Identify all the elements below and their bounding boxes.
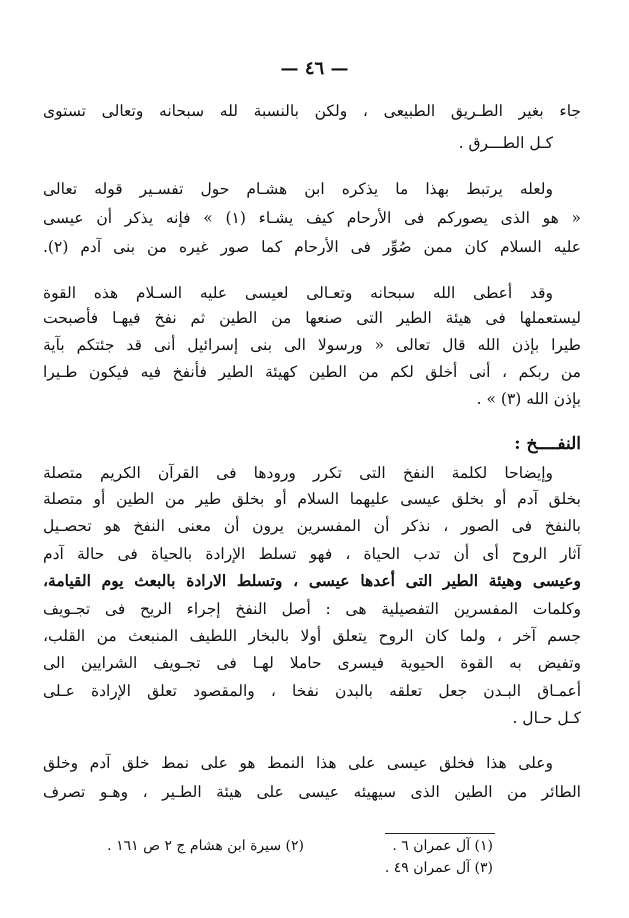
text-line: أعمـاق البـدن جعل تعلقه بالبدن نفخا ، والمقصود تعلق الإرادة عـلى xyxy=(43,682,581,700)
footnote-2: (٢) سيرة ابن هشام ج ٢ ص ١٦١ . xyxy=(107,838,304,854)
text-line: جاء بغير الطـريق الطبيعى ، ولكن بالنسبة لله سبحانه وتعالى تستوى xyxy=(43,102,581,120)
text-line: وعلى هذا فخلق عيسى على هذا النمط هو على نمط خلق آدم وخلق xyxy=(43,754,553,772)
text-line: كـل الطـــرق . xyxy=(458,134,553,152)
footnote-divider xyxy=(385,833,495,834)
text-line: وكلمات المفسرين التفصيلية هى : أصل النفخ إجراء الريح فى تجـويف xyxy=(43,600,581,618)
page-number: — ٤٦ — xyxy=(280,58,349,79)
footnote-1: (١) آل عمران ٦ . xyxy=(392,838,493,854)
text-line: وقد أعطى الله سبحانه وتعـالى لعيسى عليه السـلام هذه القوة xyxy=(43,284,553,302)
text-line: وإيضاحا لكلمة النفخ التى تكرر ورودها فى القرآن الكريم متصلة xyxy=(43,464,553,482)
text-line: ولعله يرتبط بهذا ما يذكره ابن هشـام حول تفسـير قوله تعالى xyxy=(43,180,553,198)
text-line: كـل حـال . xyxy=(512,709,581,727)
text-line: بخلق آدم أو بخلق عيسى عليهما السلام أو بخلق طير من الطين أو متصلة xyxy=(43,490,581,508)
footnote-3: (٣) آل عمران ٤٩ . xyxy=(384,860,493,876)
text-line: طيرا بإذن الله قال تعالى « ورسولا الى بنى إسرائيل أنى قد جئتكم بآية xyxy=(43,336,581,354)
text-line: من ربكم ، أنى أخلق لكم من الطين كهيئة الطير فأنفخ فيه فيكون طـيرا xyxy=(43,363,581,381)
text-line: وتفيض به القوة الحيوية فيسرى حاملا لهـا فى تجـويف الشرايين الى xyxy=(43,654,581,672)
text-line: عليه السلام كان ممن صُوِّر فى الأرحام كما صور غيره من بنى آدم (٢). xyxy=(43,238,582,256)
text-line: ليستعملها فى هيئة الطير التى صنعها من الطين ثم نفخ فيهـا فأصبحت xyxy=(43,309,581,327)
text-line: آثار الروح أى أن تدب الحياة ، فهو تسلط الإرادة بالحياة فى حالة آدم xyxy=(43,545,581,563)
text-line: جسم آخر ، ولما كان الروح يتعلق أولا بالبخار اللطيف المنبعث من القلب، xyxy=(43,627,581,645)
text-line: بإذن الله (٣) » . xyxy=(476,390,581,408)
text-line: وعيسى وهيئة الطير التى أعدها عيسى ، وتسلط الارادة بالبعث يوم القيامة، xyxy=(43,571,581,590)
text-line: بالنفخ فى الصور ، نذكر أن المفسرين يرون أن معنى النفخ هو تحصـيل xyxy=(43,517,581,535)
text-line: الطائر من الطين الذى سيهيئه عيسى على هيئة الطـير ، وهـو تصرف xyxy=(43,783,581,801)
text-line: « هو الذى يصوركم فى الأرحام كيف يشـاء (١) » فإنه يذكر أن عيسى xyxy=(43,209,581,227)
section-heading: النفــــخ : xyxy=(514,434,581,454)
